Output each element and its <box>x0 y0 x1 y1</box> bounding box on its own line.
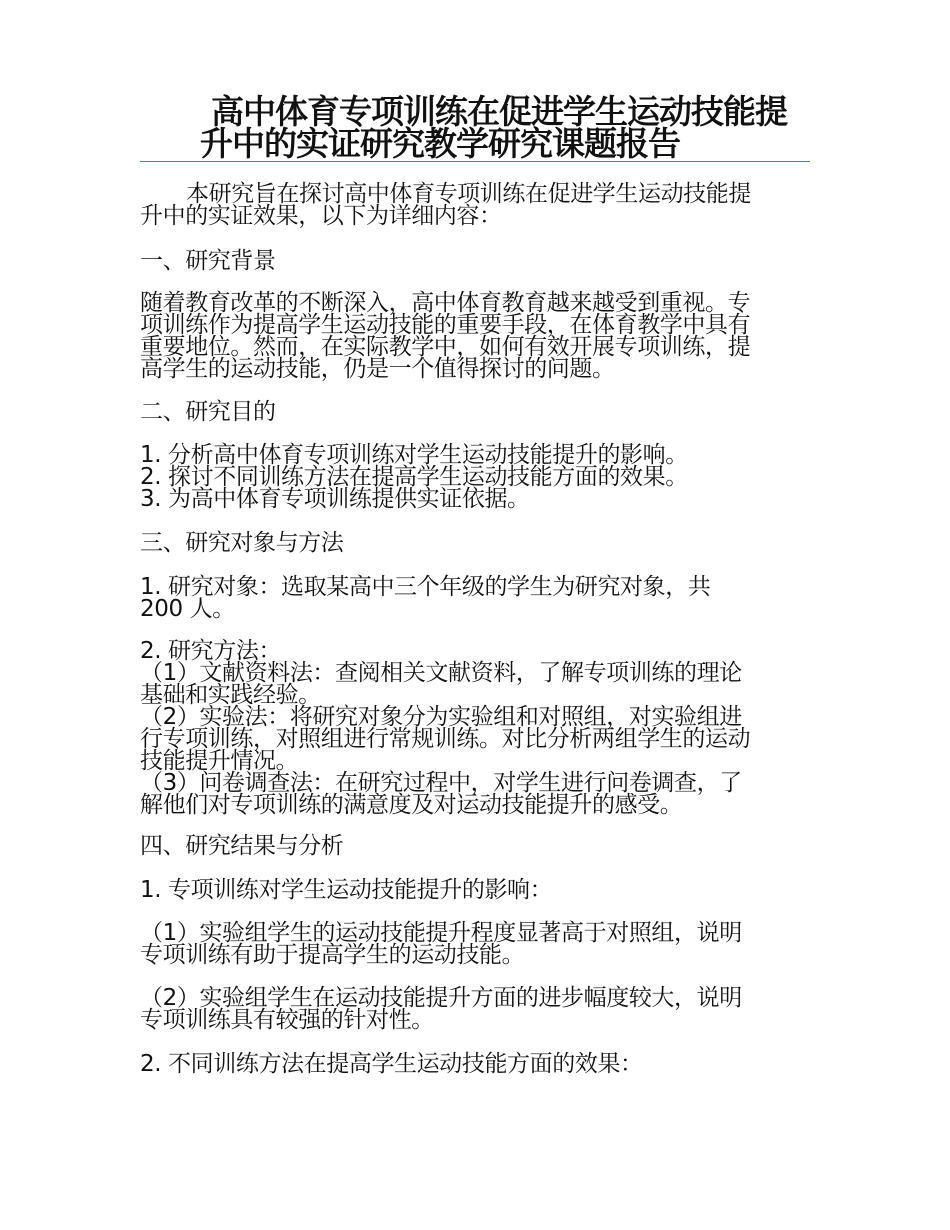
result-1-heading-text: 1. 专项训练对学生运动技能提升的影响： <box>140 877 553 903</box>
method-2-line-3: 技能提升情况。 <box>140 748 299 774</box>
result-1b-line-2: 专项训练具有较强的针对性。 <box>140 1007 434 1033</box>
objective-item-1: 1. 分析高中体育专项训练对学生运动技能提升的影响。 <box>140 442 688 468</box>
research-subjects-line-1: 1. 研究对象：选取某高中三个年级的学生为研究对象，共 <box>140 574 711 600</box>
intro-line-2: 升中的实证效果，以下为详细内容： <box>140 203 502 229</box>
background-paragraph <box>140 292 812 380</box>
section-4-heading-text: 四、研究结果与分析 <box>140 833 344 859</box>
section-3-heading-text: 三、研究对象与方法 <box>140 530 344 556</box>
method-1-line-2: 基础和实践经验。 <box>140 682 321 708</box>
section-4-heading <box>140 835 812 857</box>
research-subjects-line-2: 200 人。 <box>140 596 235 622</box>
title-line-2: 升中的实证研究教学研究课题报告 <box>200 124 680 163</box>
result-1b-line-1: （2）实验组学生在运动技能提升方面的进步幅度较大，说明 <box>140 985 742 1011</box>
research-subjects <box>140 576 812 620</box>
method-2-line-1: （2）实验法：将研究对象分为实验组和对照组，对实验组进 <box>140 704 742 730</box>
research-methods <box>140 640 812 816</box>
result-1a-line-1: （1）实验组学生的运动技能提升程度显著高于对照组，说明 <box>140 920 742 946</box>
background-line-4: 高学生的运动技能，仍是一个值得探讨的问题。 <box>140 356 615 382</box>
method-2-line-2: 行专项训练，对照组进行常规训练。对比分析两组学生的运动 <box>140 726 751 752</box>
method-1-line-1: （1）文献资料法：查阅相关文献资料，了解专项训练的理论 <box>140 660 742 686</box>
objectives-list <box>140 444 812 510</box>
section-1-heading-text: 一、研究背景 <box>140 248 276 274</box>
title-line-1: 高中体育专项训练在促进学生运动技能提 <box>211 92 787 131</box>
method-3-line-2: 解他们对专项训练的满意度及对运动技能提升的感受。 <box>140 792 683 818</box>
objective-item-2: 2. 探讨不同训练方法在提高学生运动技能方面的效果。 <box>140 464 688 490</box>
background-line-1: 随着教育改革的不断深入，高中体育教育越来越受到重视。专 <box>140 290 751 316</box>
result-1-heading <box>140 879 812 901</box>
section-2-heading <box>140 401 812 423</box>
section-3-heading <box>140 532 812 554</box>
section-2-heading-text: 二、研究目的 <box>140 399 276 425</box>
title-underline <box>140 161 810 162</box>
objective-item-3: 3. 为高中体育专项训练提供实证依据。 <box>140 486 530 512</box>
result-2-heading <box>140 1053 812 1075</box>
background-line-3: 重要地位。然而，在实际教学中，如何有效开展专项训练，提 <box>140 334 751 360</box>
result-1a-line-2: 专项训练有助于提高学生的运动技能。 <box>140 942 525 968</box>
section-1-heading <box>140 250 812 272</box>
intro-paragraph <box>140 183 812 227</box>
document-title <box>140 92 810 163</box>
method-3-line-1: （3）问卷调查法：在研究过程中，对学生进行问卷调查，了 <box>140 770 742 796</box>
background-line-2: 项训练作为提高学生运动技能的重要手段，在体育教学中具有 <box>140 312 751 338</box>
intro-line-1: 本研究旨在探讨高中体育专项训练在促进学生运动技能提 <box>186 181 752 207</box>
result-1a-paragraph <box>140 922 812 966</box>
result-1b-paragraph <box>140 987 812 1031</box>
research-methods-label: 2. 研究方法： <box>140 638 282 664</box>
result-2-heading-text: 2. 不同训练方法在提高学生运动技能方面的效果： <box>140 1051 643 1077</box>
